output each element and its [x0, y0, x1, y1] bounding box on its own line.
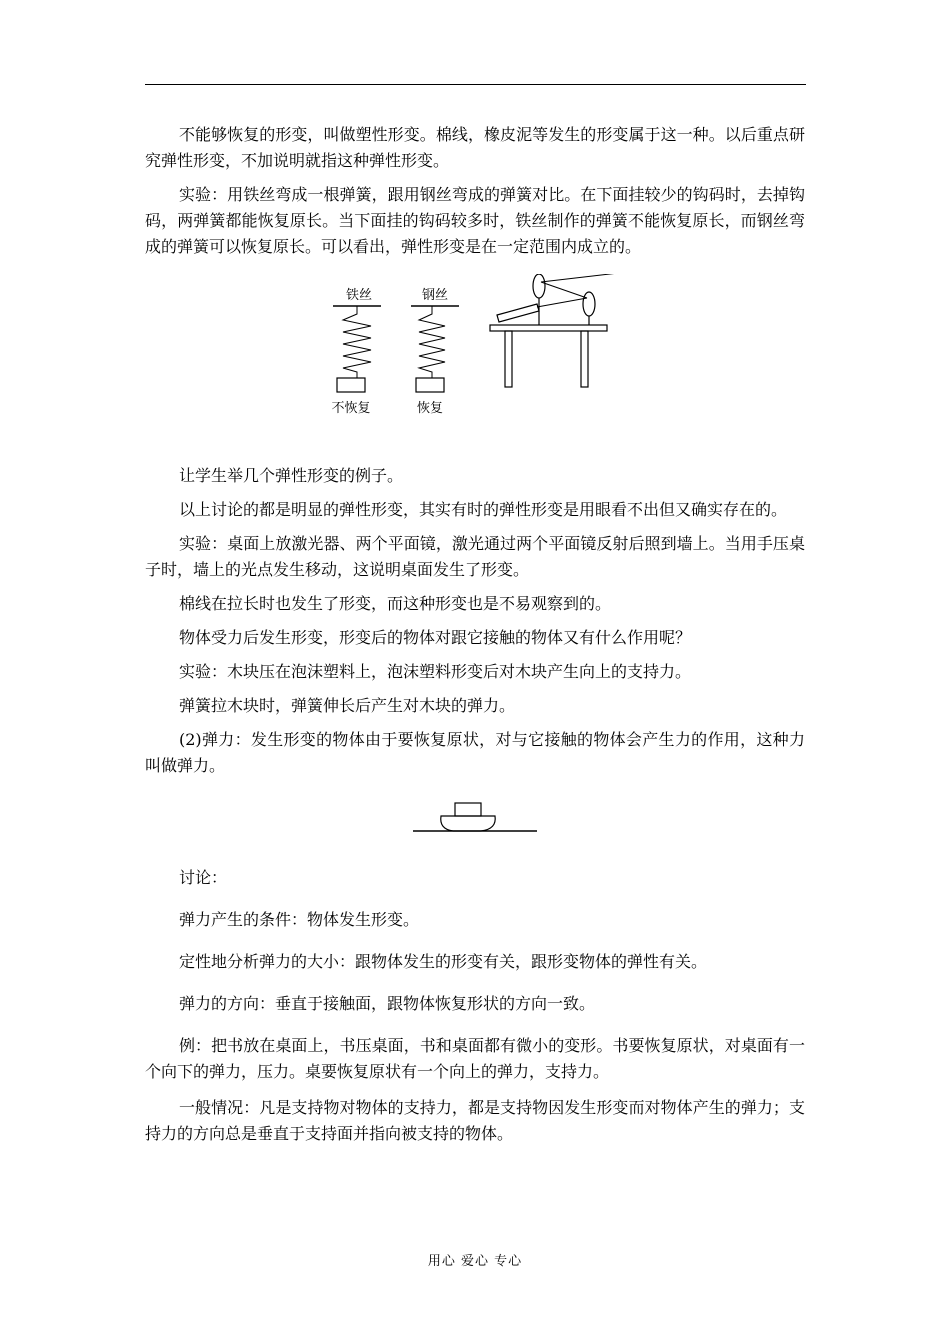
page-footer: 用心 爱心 专心: [427, 1254, 523, 1269]
steel-caption: 恢复: [416, 401, 444, 416]
paragraph-laser-experiment: 实验：桌面上放激光器、两个平面镜，激光通过两个平面镜反射后照到墙上。当用手压桌子时，墙上的光点发生移动，这说明桌面发生了形变。: [145, 534, 805, 579]
iron-hook-weight: [337, 378, 365, 392]
page-content: [145, 122, 805, 1147]
steel-wire-label: 钢丝: [421, 288, 449, 303]
wood-block: [455, 803, 481, 816]
steel-spring: [419, 306, 445, 378]
foam-plastic: [441, 816, 495, 831]
iron-wire-label: 铁丝: [345, 288, 373, 303]
paragraph-plastic-deformation: 不能够恢复的形变，叫做塑性形变。棉线，橡皮泥等发生的形变属于这一种。以后重点研究弹性形变，不加说明就指这种弹性形变。: [145, 125, 805, 170]
laser-beam-1: [537, 298, 587, 307]
paragraph-condition: 弹力产生的条件：物体发生形变。: [179, 910, 420, 929]
paragraph-discussion: 讨论：: [179, 868, 228, 887]
paragraph-invisible-deformation: 以上讨论的都是明显的弹性形变，其实有时的弹性形变是用眼看不出但又确实存在的。: [179, 500, 788, 519]
iron-spring: [343, 306, 371, 378]
table-leg-right: [581, 331, 588, 387]
paragraph-spring-pull: 弹簧拉木块时，弹簧伸长后产生对木块的弹力。: [179, 696, 516, 715]
paragraph-elastic-force-definition: (2)弹力：发生形变的物体由于要恢复原状，对与它接触的物体会产生力的作用，这种力叫做弹力。: [145, 730, 805, 775]
paragraph-magnitude: 定性地分析弹力的大小：跟物体发生的形变有关，跟形变物体的弹性有关。: [179, 952, 708, 971]
figure-block-svg: [145, 789, 805, 863]
table-top: [490, 325, 607, 331]
figure-block-on-foam: [145, 789, 805, 863]
paragraph-foam-experiment: 实验：木块压在泡沫塑料上，泡沫塑料形变后对木块产生向上的支持力。: [179, 662, 692, 681]
laser-table-apparatus: [490, 274, 627, 387]
header-rule: [145, 84, 806, 85]
paragraph-examples: 让学生举几个弹性形变的例子。: [179, 466, 404, 485]
laser-beam-3: [541, 274, 627, 282]
iron-caption: 不恢复: [331, 401, 371, 416]
steel-hook-weight: [416, 378, 444, 392]
laser-device: [497, 304, 539, 322]
table-leg-left: [505, 331, 512, 387]
paragraph-direction: 弹力的方向：垂直于接触面，跟物体恢复形状的方向一致。: [179, 994, 596, 1013]
laser-beam-2: [541, 282, 587, 298]
paragraph-cotton-thread: 棉线在拉长时也发生了形变，而这种形变也是不易观察到的。: [179, 594, 612, 613]
paragraph-question: 物体受力后发生形变，形变后的物体对跟它接触的物体又有什么作用呢？: [179, 628, 692, 647]
mirror-2: [583, 292, 595, 316]
paragraph-general-case: 一般情况：凡是支持物对物体的支持力，都是支持物因发生形变而对物体产生的弹力；支持力的方向总是垂直于支持面并指向被支持的物体。: [145, 1098, 805, 1143]
paragraph-book-example: 例：把书放在桌面上，书压桌面，书和桌面都有微小的变形。书要恢复原状，对桌面有一个向下的弹力，压力。桌要恢复原状有一个向上的弹力，支持力。: [145, 1036, 805, 1081]
figure-springs-and-laser-table: [145, 274, 805, 459]
paragraph-spring-experiment: 实验：用铁丝弯成一根弹簧，跟用钢丝弯成的弹簧对比。在下面挂较少的钩码时，去掉钩码，两弹簧都能恢复原长。当下面挂的钩码较多时，铁丝制作的弹簧不能恢复原长，而钢丝弯成的弹簧可以恢复原长。可以看出，弹性形变是在一定范围内成立的。: [145, 185, 805, 256]
figure-springs-svg: [145, 274, 805, 459]
mirror-1: [533, 274, 545, 298]
